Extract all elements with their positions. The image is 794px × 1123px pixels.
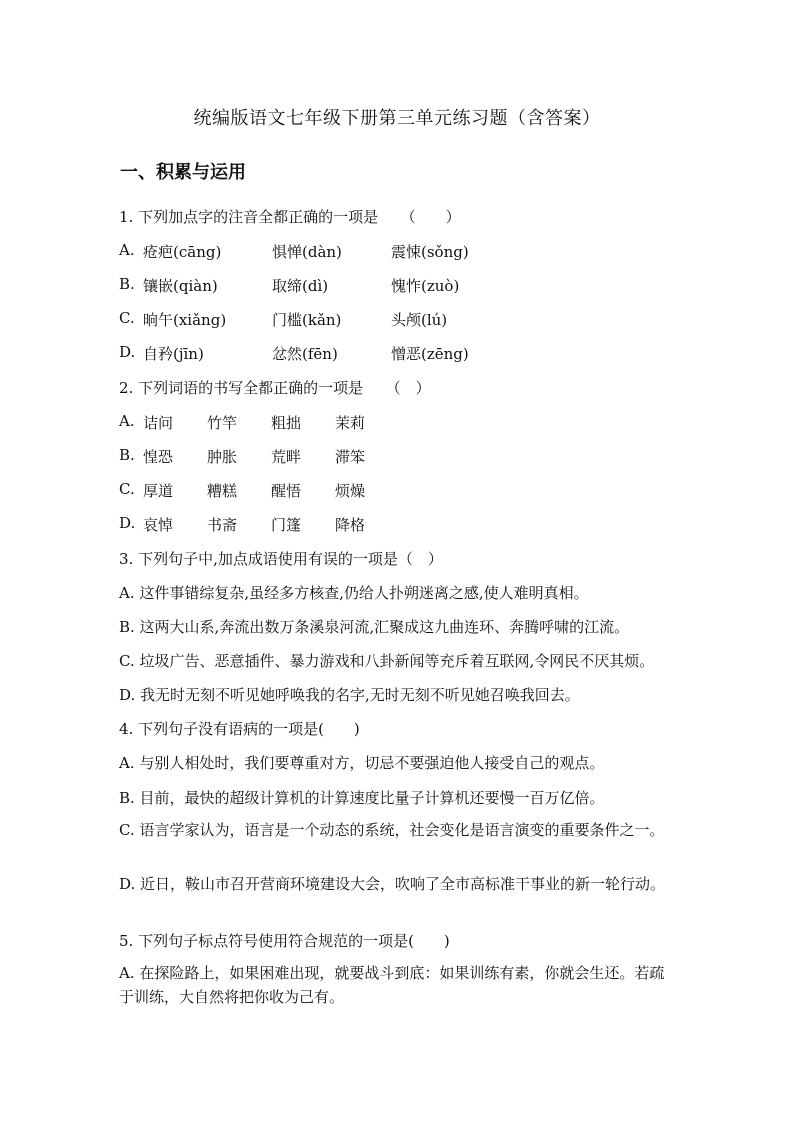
q3-option-a: A. 这件事错综复杂,虽经多方核查,仍给人扑朔迷离之感,使人难明真相。 xyxy=(119,584,589,602)
q2-option-d-word-1: 哀悼 xyxy=(143,516,174,534)
q1-option-d-item-2: 忿然(fēn) xyxy=(272,345,338,363)
question-3-stem: 3. 下列句子中,加点成语使用有误的一项是（ ） xyxy=(119,550,443,568)
document-title: 统编版语文七年级下册第三单元练习题（含答案） xyxy=(193,108,601,129)
q1-option-a-item-1: 疮疤(cāng) xyxy=(143,243,222,261)
q1-option-b-label: B. xyxy=(119,275,135,293)
question-4-stem: 4. 下列句子没有语病的一项是( ) xyxy=(119,720,360,738)
q3-option-c: C. 垃圾广告、恶意插件、暴力游戏和八卦新闻等充斥着互联网,令网民不厌其烦。 xyxy=(119,652,655,670)
q2-option-b-label: B. xyxy=(119,446,135,464)
q4-option-c: C. 语言学家认为，语言是一个动态的系统，社会变化是语言演变的重要条件之一。 xyxy=(119,821,665,839)
q1-option-d-label: D. xyxy=(119,343,136,361)
q4-option-d: D. 近日，鞍山市召开营商环境建设大会，吹响了全市高标准干事业的新一轮行动。 xyxy=(119,875,666,893)
q2-option-d-word-3: 门篷 xyxy=(271,516,302,534)
q2-option-c-word-4: 烦燥 xyxy=(335,482,366,500)
q2-option-b-word-1: 惶恐 xyxy=(143,448,174,466)
q1-option-b-item-1: 镶嵌(qiàn) xyxy=(143,277,218,295)
q2-option-b-word-4: 滞笨 xyxy=(335,448,366,466)
q1-option-b-item-3: 愧怍(zuò) xyxy=(391,277,460,295)
q2-option-a-word-4: 茉莉 xyxy=(335,414,366,432)
section-heading: 一、积累与运用 xyxy=(120,162,246,183)
q2-option-c-label: C. xyxy=(119,480,135,498)
q5-option-a: A. 在探险路上，如果困难出现，就要战斗到底：如果训练有素，你就会生还。若疏于训练，大自然将把你收为己有。 xyxy=(119,964,665,1006)
q4-option-b: B. 目前，最快的超级计算机的计算速度比量子计算机还要慢一百万亿倍。 xyxy=(119,789,605,807)
q2-option-d-label: D. xyxy=(119,514,136,532)
q1-option-d-item-1: 自矜(jīn) xyxy=(143,345,204,363)
q2-option-a-label: A. xyxy=(119,412,135,430)
question-2-stem: 2. 下列词语的书写全都正确的一项是 （ ） xyxy=(119,379,431,397)
q3-option-b: B. 这两大山系,奔流出数万条溪泉河流,汇聚成这九曲连环、奔腾呼啸的江流。 xyxy=(119,618,630,636)
q1-option-c-item-2: 门槛(kǎn) xyxy=(272,311,342,329)
q1-option-c-item-3: 头颅(lú) xyxy=(391,311,448,329)
question-5-stem: 5. 下列句子标点符号使用符合规范的一项是( ) xyxy=(119,932,450,950)
q1-option-a-label: A. xyxy=(119,241,135,259)
q2-option-b-word-3: 荒畔 xyxy=(271,448,302,466)
q1-option-d-item-3: 憎恶(zēng) xyxy=(391,345,469,363)
q2-option-a-word-2: 竹竿 xyxy=(207,414,238,432)
q2-option-a-word-1: 诘问 xyxy=(143,414,174,432)
q1-option-a-item-2: 惧惮(dàn) xyxy=(272,243,342,261)
q2-option-b-word-2: 肿胀 xyxy=(207,448,238,466)
q2-option-c-word-1: 厚道 xyxy=(143,482,174,500)
question-1-stem: 1. 下列加点字的注音全都正确的一项是 （ ） xyxy=(119,208,461,226)
q2-option-d-word-4: 降格 xyxy=(335,516,366,534)
q2-option-c-word-3: 醒悟 xyxy=(271,482,302,500)
q3-option-d: D. 我无时无刻不听见她呼唤我的名字,无时无刻不听见她召唤我回去。 xyxy=(119,686,580,704)
q4-option-a: A. 与别人相处时，我们要尊重对方，切忌不要强迫他人接受自己的观点。 xyxy=(119,754,605,772)
q1-option-a-item-3: 震悚(sǒng) xyxy=(391,243,469,261)
q1-option-c-label: C. xyxy=(119,309,135,327)
q2-option-c-word-2: 糟糕 xyxy=(207,482,238,500)
q2-option-d-word-2: 书斋 xyxy=(207,516,238,534)
q1-option-b-item-2: 取缔(dì) xyxy=(272,277,329,295)
q2-option-a-word-3: 粗拙 xyxy=(271,414,302,432)
q1-option-c-item-1: 晌午(xiǎng) xyxy=(143,311,227,329)
